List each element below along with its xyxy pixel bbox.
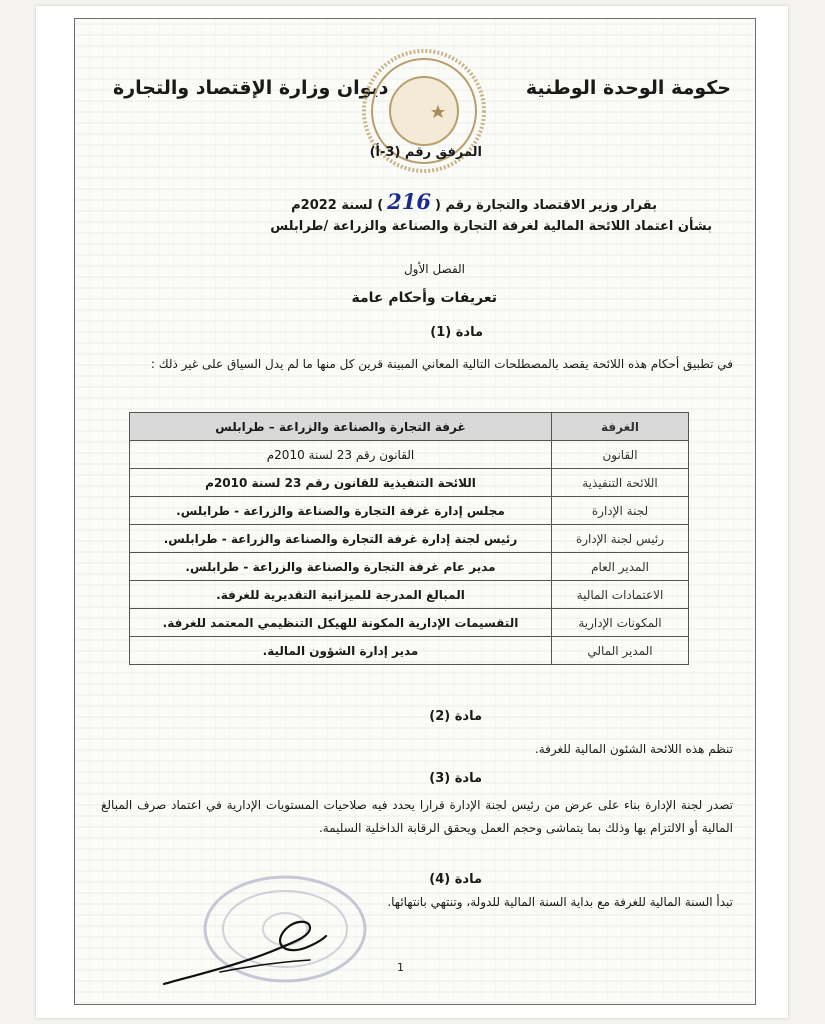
- table-header-term: الغرفة: [552, 413, 689, 441]
- table-cell-term: اللائحة التنفيذية: [552, 469, 689, 497]
- article-3-text: تصدر لجنة الإدارة بناء على عرض من رئيس لجنة الإدارة قرارا يحدد فيه صلاحيات المستويات الإدارية في اعتماد صرف المبالغ المالية أو الالتزام بها وذلك بما يتماشى وحجم العمل ويحقق الرقابة الداخلية السليمة.: [101, 798, 733, 835]
- table-row: [130, 441, 689, 469]
- document-page-frame: [74, 18, 756, 1005]
- table-cell-definition: رئيس لجنة إدارة غرفة التجارة والصناعة والزراعة - طرابلس.: [130, 525, 552, 553]
- article-4-title: مادة (4): [429, 872, 482, 887]
- table-cell-definition: مدير إدارة الشؤون المالية.: [130, 637, 552, 665]
- decree-line: [291, 189, 657, 214]
- article-2-text: تنظم هذه اللائحة الشئون المالية للغرفة.: [534, 742, 733, 756]
- table-row: [130, 469, 689, 497]
- table-cell-term: لجنة الإدارة: [552, 497, 689, 525]
- article-1-text: في تطبيق أحكام هذه اللائحة يقصد بالمصطلحات التالية المعاني المبينة قرين كل منها ما لم يدل السياق على غير ذلك :: [150, 357, 733, 371]
- decree-prefix: بقرار وزير الاقتصاد والتجارة رقم (: [434, 198, 657, 213]
- table-row: [130, 497, 689, 525]
- table-row: [130, 525, 689, 553]
- table-cell-term: الاعتمادات المالية: [552, 581, 689, 609]
- article-2-title: مادة (2): [429, 709, 482, 724]
- table-cell-term: المدير العام: [552, 553, 689, 581]
- ministry-name: ديوان وزارة الإقتصاد والتجارة: [113, 77, 389, 99]
- decree-number: 216: [387, 189, 431, 214]
- article-4-text: تبدأ السنة المالية للغرفة مع بداية السنة المالية للدولة، وتنتهي بانتهائها.: [387, 895, 733, 909]
- decree-suffix: ) لسنة 2022م: [291, 198, 384, 213]
- article-3-title: مادة (3): [429, 771, 482, 786]
- table-cell-definition: مجلس إدارة غرفة التجارة والصناعة والزراعة - طرابلس.: [130, 497, 552, 525]
- section-title: تعريفات وأحكام عامة: [351, 290, 497, 306]
- attachment-number: المرفق رقم (3-أ): [369, 145, 482, 160]
- table-cell-term: المدير المالي: [552, 637, 689, 665]
- chapter-heading: الفصل الأول: [403, 262, 465, 276]
- table-row: [130, 581, 689, 609]
- government-name: حكومة الوحدة الوطنية: [525, 77, 731, 99]
- table-row: [130, 553, 689, 581]
- table-cell-definition: المبالغ المدرجة للميزانية التقديرية للغرفة.: [130, 581, 552, 609]
- table-header-definition: غرفة التجارة والصناعة والزراعة – طرابلس: [130, 413, 552, 441]
- article-1-title: مادة (1): [430, 325, 483, 340]
- table-cell-definition: اللائحة التنفيذية للقانون رقم 23 لسنة 2010م: [130, 469, 552, 497]
- table-header-row: [130, 413, 689, 441]
- table-cell-definition: مدير عام غرفة التجارة والصناعة والزراعة - طرابلس.: [130, 553, 552, 581]
- table-row: [130, 609, 689, 637]
- table-cell-definition: القانون رقم 23 لسنة 2010م: [130, 441, 552, 469]
- table-row: [130, 637, 689, 665]
- definitions-table: [129, 412, 689, 665]
- table-cell-term: رئيس لجنة الإدارة: [552, 525, 689, 553]
- decree-subject: بشأن اعتماد اللائحة المالية لغرفة التجارة والصناعة والزراعة /طرابلس: [270, 219, 712, 234]
- table-cell-definition: التقسيمات الإدارية المكونة للهيكل التنظيمي المعتمد للغرفة.: [130, 609, 552, 637]
- table-cell-term: المكونات الإدارية: [552, 609, 689, 637]
- table-cell-term: القانون: [552, 441, 689, 469]
- signature: [160, 914, 330, 989]
- page-number: 1: [397, 961, 404, 974]
